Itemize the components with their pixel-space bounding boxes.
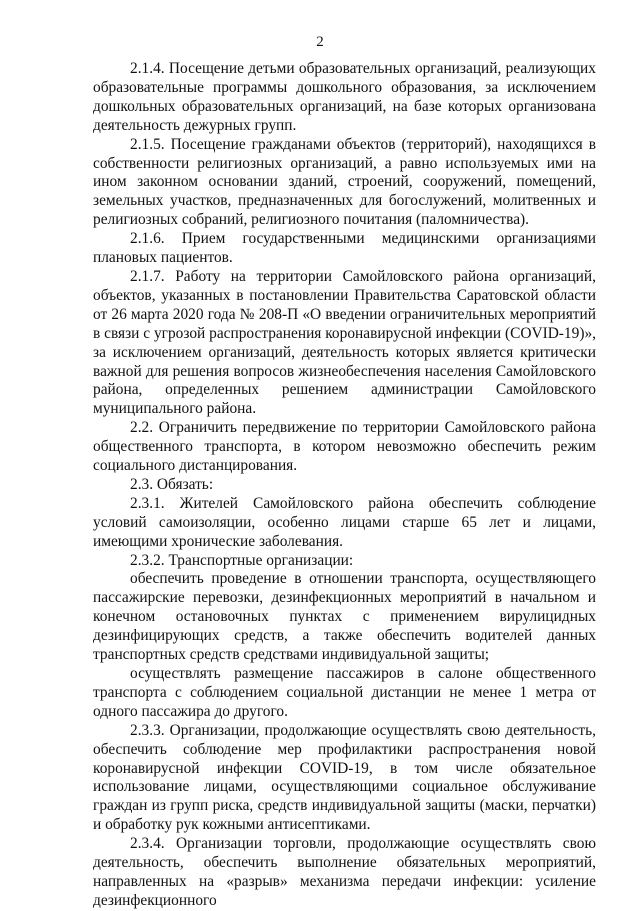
paragraph-2-3-3: 2.3.3. Организации, продолжающие осуществлять свою деятельность, обеспечить соблюдение мер профилактики распространения новой коронавирусной инфекции COVID-19, в том числе обязательное использование лицами, осуществляющими социальное обслуживание граждан из групп риска, средств индивидуальной защиты (маски, перчатки) и обработку рук кожными антисептиками.	[93, 721, 596, 834]
paragraph-2-3-2: 2.3.2. Транспортные организации:	[130, 551, 354, 569]
paragraph-2-1-4: 2.1.4. Посещение детьми образовательных организаций, реализующих образовательные программы дошкольного образования, за исключением дошкольных образовательных организаций, на базе которых организована деятельность дежурных групп.	[93, 60, 596, 134]
paragraph-2-2: 2.2. Ограничить передвижение по территории Самойловского района общественного транспорта, в котором невозможно обеспечить режим социального дистанцирования.	[93, 419, 596, 475]
page-number: 2	[316, 34, 324, 50]
paragraph-2-3-2-item-disinfection: обеспечить проведение в отношении транспорта, осуществляющего пассажирские перевозки, дезинфекционных мероприятий в начальном и конечном остановочных пунктах с применением вирулицидных дезинфицирующих средств, а также обеспечить водителей данных транспортных средств средствами индивидуальной защиты;	[93, 570, 596, 664]
paragraph-2-3: 2.3. Обязать:	[130, 475, 214, 493]
paragraph-2-3-4: 2.3.4. Организации торговли, продолжающие осуществлять свою деятельность, обеспечить выполнение обязательных мероприятий, направленных на «разрыв» механизма передачи инфекции: усиление дезинфекционного	[93, 835, 596, 909]
paragraph-2-1-5: 2.1.5. Посещение гражданами объектов (территорий), находящихся в собственности религиозных организаций, а равно используемых ими на ином законном основании зданий, строений, сооружений, помещений, земельных участков, предназначенных для богослужений, молитвенных и религиозных собраний, религиозного почитания (паломничества).	[93, 135, 596, 229]
paragraph-2-1-6: 2.1.6. Прием государственными медицинскими организациями плановых пациентов.	[93, 230, 596, 267]
paragraph-2-1-7: 2.1.7. Работу на территории Самойловского района организаций, объектов, указанных в постановлении Правительства Саратовской области от 26 марта 2020 года № 208-П «О введении ограничительных мероприятий в связи с угрозой распространения коронавирусной инфекции (COVID-19)», за исключением организаций, деятельность которых является критически важной для решения вопросов жизнеобеспечения населения Самойловского района, определенных решением администрации Самойловского муниципального района.	[93, 267, 596, 418]
document-body	[93, 60, 596, 911]
paragraph-2-3-2-item-distance: осуществлять размещение пассажиров в салоне общественного транспорта с соблюдением социальной дистанции не менее 1 метра от одного пассажира до другого.	[93, 665, 596, 720]
paragraph-2-3-1: 2.3.1. Жителей Самойловского района обеспечить соблюдение условий самоизоляции, особенно лицами старше 65 лет и лицами, имеющими хронические заболевания.	[93, 494, 596, 550]
